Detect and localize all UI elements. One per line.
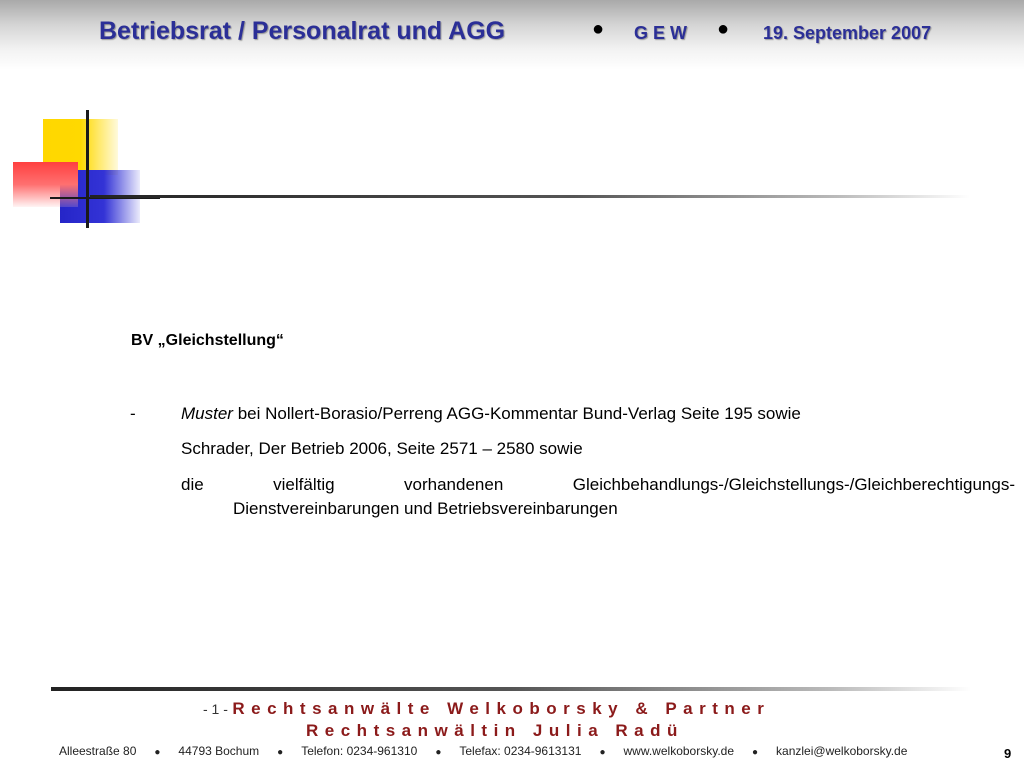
footer-address (59, 744, 907, 758)
header-separator: ● (717, 18, 730, 40)
address-phone: Telefon: 0234-961310 (301, 744, 418, 758)
footer-firm-line-2: Rechtsanwältin Julia Radü (306, 721, 684, 740)
decorative-squares (0, 100, 160, 240)
body-line-1 (181, 404, 801, 424)
address-fax: Telefax: 0234-9613131 (459, 744, 582, 758)
header-separator: ● (592, 18, 605, 40)
address-street: Alleestraße 80 (59, 744, 137, 758)
header-date: 19. September 2007 (763, 23, 932, 43)
address-separator: ● (277, 747, 284, 758)
slide-header (0, 14, 1024, 54)
footer-rule (51, 687, 971, 691)
firm-name: Rechtsanwälte Welkoborsky & Partner (232, 699, 771, 718)
title-rule (90, 195, 970, 198)
body-line-2: Schrader, Der Betrieb 2006, Seite 2571 – 2580 sowie (181, 439, 583, 458)
address-separator: ● (154, 747, 161, 758)
line1-text: bei Nollert-Borasio/Perreng AGG-Kommentar Bund-Verlag Seite 195 sowie (232, 404, 801, 423)
page-label: - 1 - (203, 701, 228, 717)
header-title: Betriebsrat / Personalrat und AGG (99, 17, 506, 45)
line3-word: vorhandenen (404, 475, 504, 494)
footer-firm-line-1 (203, 699, 770, 719)
address-separator: ● (599, 747, 606, 758)
vertical-rule (86, 110, 89, 228)
line3-word: die (181, 475, 204, 494)
header-org: G E W (634, 23, 687, 43)
slide-number: 9 (1004, 746, 1012, 761)
address-separator: ● (752, 747, 759, 758)
body-line-4: Dienstvereinbarungen und Betriebsvereinbarungen (233, 499, 618, 518)
address-email: kanzlei@welkoborsky.de (776, 744, 908, 758)
body-line-3 (181, 475, 1015, 495)
muster-word: Muster (181, 404, 233, 423)
address-website: www.welkoborsky.de (623, 744, 734, 758)
line3-word: Gleichbehandlungs-/Gleichstellungs-/Gleichberechtigungs- (572, 475, 1015, 494)
section-heading: BV „Gleichstellung“ (131, 332, 284, 349)
bullet-marker: - (130, 404, 136, 423)
address-city: 44793 Bochum (178, 744, 260, 758)
line3-word: vielfältig (273, 475, 335, 494)
address-separator: ● (435, 747, 442, 758)
red-square (13, 162, 78, 207)
